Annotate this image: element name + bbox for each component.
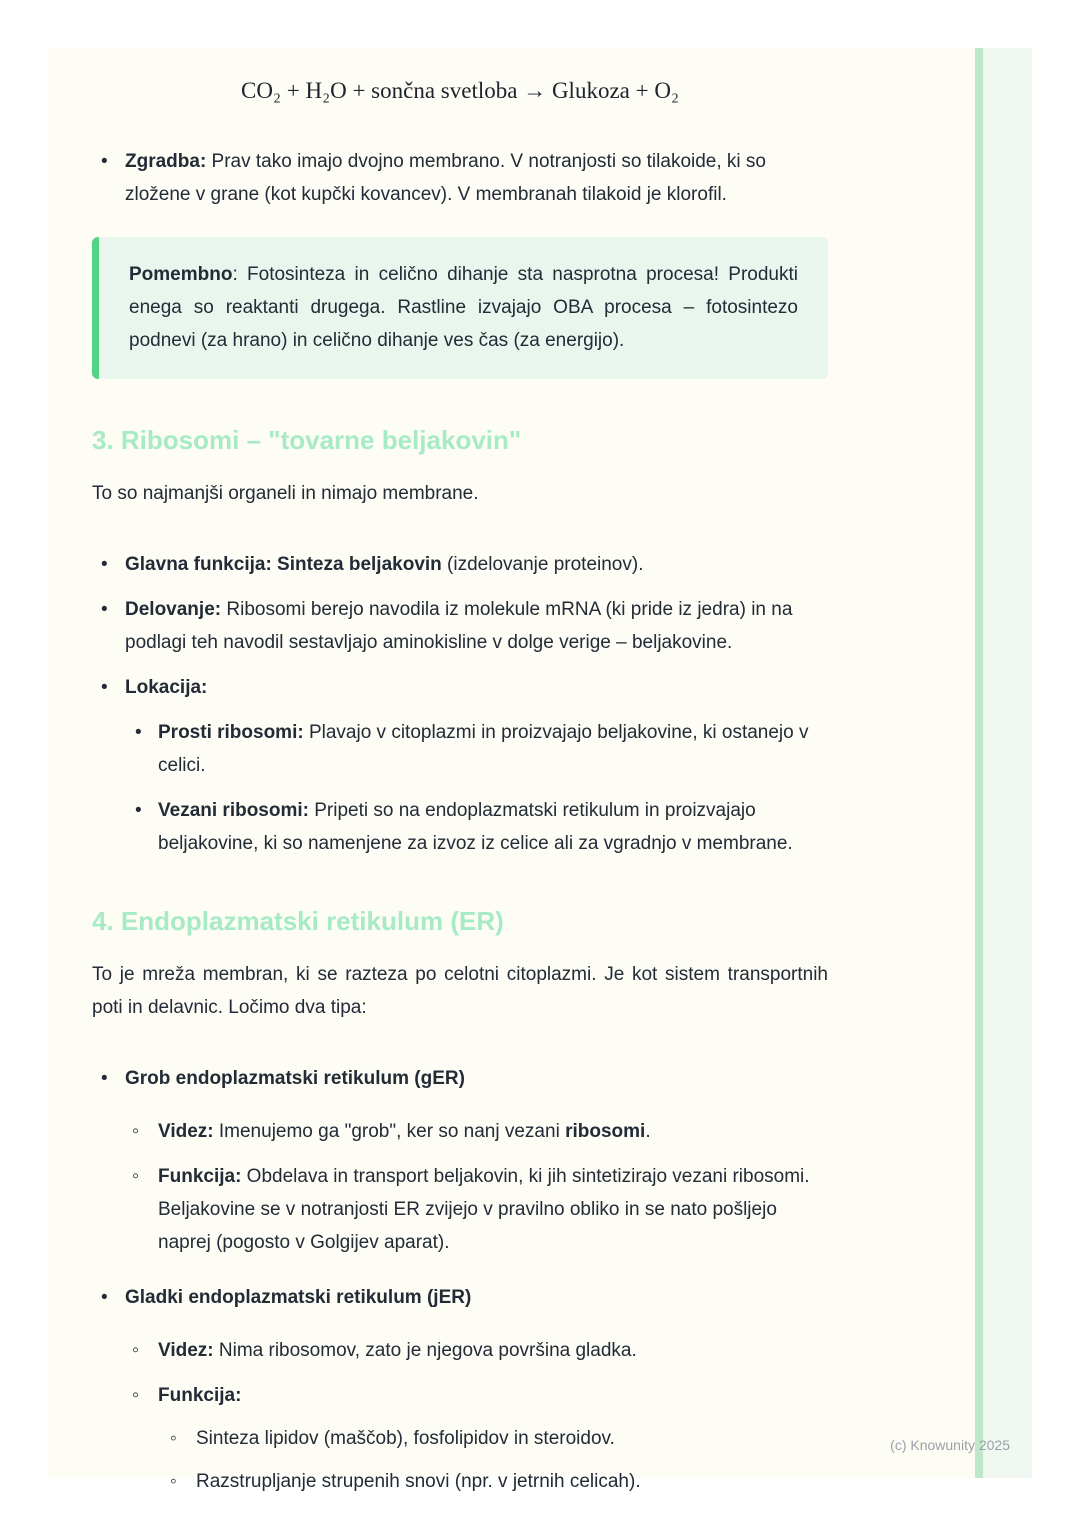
bullet-label: Glavna funkcija: Sinteza beljakovin bbox=[125, 554, 442, 575]
callout-text: : Fotosinteza in celično dihanje sta nasprotna procesa! Produkti enega so reaktanti drugega. Rastline izvajajo OBA procesa – fotosintezo podnevi (za hrano) in celično dihanje ves čas (za energijo). bbox=[129, 264, 798, 351]
bullet-text: Prav tako imajo dvojno membrano. V notranjosti so tilakoide, ki so zložene v grane (kot kupčki kovancev). V membranah tilakoid je klorofil. bbox=[125, 151, 766, 205]
list-item bbox=[92, 145, 828, 211]
bullet-text: Pripeti so na endoplazmatski retikulum in proizvajajo beljakovine, ki so namenjene za izvoz iz celice ali za vgradnjo v membrane. bbox=[158, 800, 793, 854]
bullet-bold-term: ribosomi bbox=[565, 1121, 646, 1142]
list-item bbox=[92, 1281, 828, 1498]
bullet-label: Delovanje: bbox=[125, 599, 222, 620]
bullet-text: (izdelovanje proteinov). bbox=[441, 554, 644, 575]
bullet-text: Plavajo v citoplazmi in proizvajajo beljakovine, ki ostanejo v celici. bbox=[158, 722, 809, 776]
list-item bbox=[168, 1422, 828, 1455]
jer-sublist bbox=[125, 1334, 828, 1498]
bullet-label: Grob endoplazmatski retikulum (gER) bbox=[125, 1068, 465, 1089]
section-heading-er: 4. Endoplazmatski retikulum (ER) bbox=[92, 906, 504, 936]
section4-intro: To je mreža membran, ki se razteza po celotni citoplazmi. Je kot sistem transportnih poti in delavnic. Ločimo dva tipa: bbox=[92, 964, 828, 1018]
bullet-label: Videz: bbox=[158, 1340, 214, 1361]
copyright-footer: (c) Knowunity 2025 bbox=[890, 1437, 1010, 1453]
jer-funkcija-sublist bbox=[168, 1422, 828, 1498]
bullet-label: Funkcija: bbox=[158, 1166, 242, 1187]
section3-intro: To so najmanjši organeli in nimajo membrane. bbox=[92, 483, 479, 504]
bullet-label: Gladki endoplazmatski retikulum (jER) bbox=[125, 1287, 472, 1308]
list-item bbox=[125, 1334, 828, 1367]
bullet-label: Prosti ribosomi: bbox=[158, 722, 304, 743]
page-edge-accent-strip bbox=[975, 48, 1032, 1478]
bullet-text: Ribosomi berejo navodila iz molekule mRNA (ki pride iz jedra) in na podlagi teh navodil sestavljajo aminokisline v dolge verige – beljakovine. bbox=[125, 599, 793, 653]
section3-list bbox=[92, 548, 828, 860]
list-item bbox=[125, 1379, 828, 1498]
bullet-text: Nima ribosomov, zato je njegova površina gladka. bbox=[213, 1340, 637, 1361]
list-item bbox=[92, 671, 828, 860]
bullet-label: Zgradba: bbox=[125, 151, 207, 172]
bullet-label: Lokacija: bbox=[125, 677, 208, 698]
section4-list bbox=[92, 1062, 828, 1498]
bullet-text: Imenujemo ga "grob", ker so nanj vezani bbox=[213, 1121, 566, 1142]
list-item bbox=[125, 1115, 828, 1148]
list-item bbox=[92, 593, 828, 659]
bullet-text: Razstrupljanje strupenih snovi (npr. v jetrnih celicah). bbox=[196, 1471, 641, 1492]
document-content bbox=[92, 48, 828, 1510]
page-card bbox=[48, 48, 1032, 1492]
ger-sublist bbox=[125, 1115, 828, 1259]
lokacija-sublist bbox=[125, 716, 828, 860]
bullet-label: Vezani ribosomi: bbox=[158, 800, 309, 821]
section-heading-ribosomi: 3. Ribosomi – "tovarne beljakovin" bbox=[92, 425, 522, 455]
intro-bullet-list bbox=[92, 145, 828, 211]
bullet-text: Sinteza lipidov (maščob), fosfolipidov in steroidov. bbox=[196, 1428, 615, 1449]
list-item bbox=[168, 1465, 828, 1498]
callout-label: Pomembno bbox=[129, 264, 233, 285]
important-callout-box bbox=[92, 237, 828, 379]
bullet-label: Funkcija: bbox=[158, 1385, 242, 1406]
list-item bbox=[125, 794, 828, 860]
bullet-text: Obdelava in transport beljakovin, ki jih sintetizirajo vezani ribosomi. Beljakovine se v notranjosti ER zvijejo v pravilno obliko in se nato pošljejo naprej (pogosto v Golgijev aparat). bbox=[158, 1166, 810, 1253]
bullet-label: Videz: bbox=[158, 1121, 214, 1142]
list-item bbox=[125, 716, 828, 782]
bullet-text-tail: . bbox=[645, 1121, 651, 1142]
list-item bbox=[92, 548, 828, 581]
list-item bbox=[125, 1160, 828, 1259]
list-item bbox=[92, 1062, 828, 1259]
chemical-equation: CO₂ + H₂O + sončna svetloba → Glukoza + O₂ bbox=[241, 78, 679, 103]
